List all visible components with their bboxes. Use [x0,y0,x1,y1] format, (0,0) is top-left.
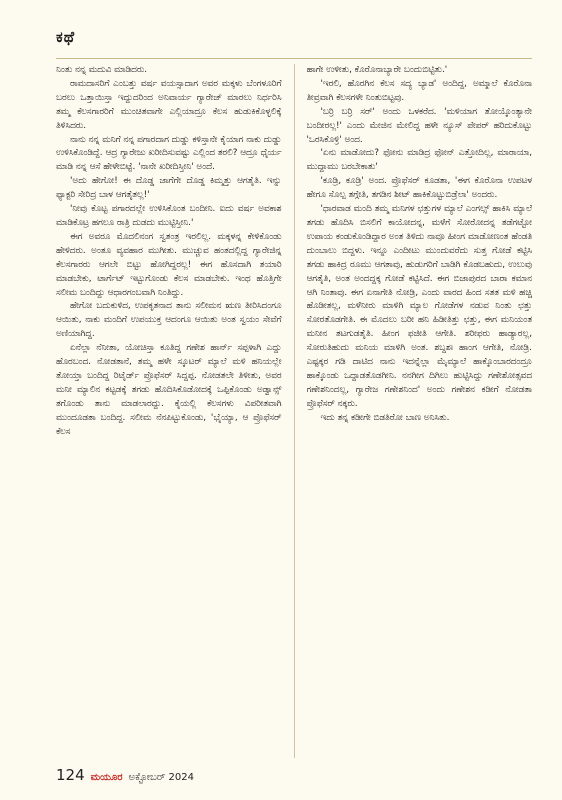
column-divider [294,64,295,758]
paragraph: 'ನೀವು ಕೊಟ್ಟ ಪಗಾರದಲ್ಲೇ ಉಳಿಸಿಕೊಂತ ಬಂದೀನಿ. ಐದು ವರ್ಷ ಅವಕಾಶ ಮಾಡಿಕೊಟ್ರ ಹಗಲೂ ರಾತ್ರಿ ದುಡದು ಮುಟ್ಟಿಸ್ತೀನಿ.' [56,204,282,228]
paragraph: 'ಧಾರವಾಡ ಮಂದಿ ತಮ್ಮ ಮನಿಗಳ ಛತ್ತುಗಳ ಮ್ಯಾಲೆ ಎಂಗಲ್ಸ್ ಹಾಕಿಸಿ ಮ್ಯಾಲೆ ತಗಡು ಹೊದಿಸಿ ಬಿಸಲಿಗೆ ಕಾಯೋದನ್ನ, ಮಳೆಗೆ ಸೋರೋದನ್ನ ತಡೆಗಟ್ಟೋ ಉಪಾಯ ಕಂಡುಕೊಂಡಿದ್ದಾರ ಅಂತ ತಿಳಿದು ನಾವೂ ಹೀಂಗ ಮಾಡೋಣಂತ ಹೆಂಡತಿ ದುಂಬಾಲು ಬಿದ್ದಳು. ಇನ್ನೂ ಎಂದೀಟು ಮುಂದುವರೆದು ಸುತ್ತ ಗೋಡೆ ಕಟ್ಟಿಸಿ ತಗಡು ಹಾಕಿದ್ರ ರೂಮು ಆಗತಾವು, ಹುಡುಗರಿಗೆ ಬಾಡಿಗಿ ಕೊಡಬಹುದು, ಉಲುವು ಆಗತೈತಿ, ಅಂತ ಅಂದದ್ದಕ್ಕ ಗೋಡೆ ಕಟ್ಟಿಸಿದೆ. ಈಗ ಬಿಜಾಪುರದ ಬಾರಾ ಕಮಾನ ಆಗಿ ನಿಂತಾವು. ಈಗ ಏನಾಗೇತಿ ನೋಡ್ರಿ, ಎಂದು ವಾರದ ಹಿಂದ ಸತತ ಮಳಿ ಹಚ್ಚಿ ಹೊಡೀತಲ್ಲ, ಮಳೆನೀರು ಮಾಳಿಗಿ ಮ್ಯಾಲ ಗೋಡೆಗಳ ನಡುವ ನಿಂತು ಛತ್ತು ಸೋರತೊಡಗೇತಿ. ಈ ಮೊದಲು ಬರೀ ಹನಿ ಹಿಡೀತಿತ್ತು ಛತ್ತು, ಈಗ ಮನಿಯಂತ ಮನೀನ ತಟಗುಡತೈತಿ. ಹೀಂಗ ಫಜೀತಿ ಆಗೇತಿ. ಶರೀಫರು ಹಾಡ್ಯಾರಲ್ಲ, ಸೋರುತಿಹುದು ಮನಿಯ ಮಾಳಿಗಿ ಅಂತ. ಶಬ್ದಶಃ ಹಾಂಗ ಆಗೇತಿ, ನೋಡ್ರಿ. ಎಷ್ಟಕ್ಕರ ಗಡಿ ದಾಟಿದ ನಾನು ಇದನ್ನೆಲ್ಲಾ ಮೈಮ್ಯಾಲೆ ಹಾಕ್ಕೊಂಬಾರದಂದ್ರೂ ಹಾಕ್ಕೊಂಡು ಒದ್ದಾಡತೊಡಗೀನಿ. ನನಗೀಗ ದಿಗಿಲು ಹುಟ್ಟಿಸಿದ್ದು ಗಣೇಶೋತ್ಸವದ ಗಣೇಶನಿಂದಲ್ಲ, ಗ್ಯಾರೇಜ ಗಣೇಶನಿಂದ' ಅಂದು ಗಣೇಶನ ಕಡೀಗೆ ನೋಡತಾ ಪ್ರೊಫೆಸರ್ ನಕ್ಕರು. [306,204,532,409]
right-column [307,64,533,758]
paragraph: 'ಬರ್ರಿ ಬರ್ರಿ ಸರ್' ಅಂದು ಒಳಕರೆದ. 'ಮಳಿಯಾಗ ತೋಯ್ಕೊಂತ್ಯಾನೇ ಬಂದೀರಲ್ಲ!' ಎಂದು ಮೇಜಿನ ಮೇಲಿದ್ದ ಹಳೇ ನ್ಯೂಸ್ ಪೇಪರ್ ಹರಿದುಕೊಟ್ಟು 'ಒರಸಿಕೊಳ್ರಿ' ಅಂದ. [306,106,532,145]
paragraph: 'ಇರಲಿ, ಹೊರಗಿನ ಕೆಲಸ ಸದ್ಯ ಬ್ಯಾಡ' ಅಂದಿದ್ದ, ಅಮ್ಮಾಲೆ ಕೊರೊನಾ ತೀವ್ರವಾಗಿ ಕೆಲಸಗಳೇ ನಿಂತುಬಿಟ್ಟವು. [306,78,532,103]
paragraph: ಹಾಗೇ ಉಳೀತು, ಕೊರೊನಾಬ್ಯಾರೇ ಬಂದುಬಿಟ್ಟಿತು.' [306,65,448,75]
page-header [56,28,532,59]
paragraph: 'ಅದು ಹೇಗೋ! ಈ ದೊಡ್ಡ ಜಾಗೆಗೇ ದೊಡ್ಡ ಕಿಮ್ಮತ್ತು ಆಗತೈತಿ. ಇನ್ನು ಫ್ಯಾಕ್ಟರಿ ಸೇರಿದ್ರ ಬಾಳ ಆಗತೈತಲ್ಲ!' [56,176,282,201]
paragraph: ಏನೆಲ್ಲಾ ನೆನೀತಾ, ಯೋಚಿಸ್ತಾ ಕೂತಿದ್ದ ಗಣೇಶ ಹಾರ್ನ್ ಸಪ್ಪಳಾಗಿ ಎದ್ದು ಹೊರಬಂದ. ನೋಡತಾನೆ, ತಮ್ಮ ಹಳೇ ಸ್ಕೂಟರ್ ಮ್ಯಾಲೆ ಮಳಿ ಹನಿಯಲ್ಲೇ ತೋಯ್ತಾ ಬಂದಿದ್ದ ರಿಟೈರ್ಡ್ ಪ್ರೊಫೆಸರ್ ಸಿದ್ದಪ್ಪ. ನೋಡತಲೇ ತಿಳೀತು, ಅವರ ಮನೀ ಮ್ಯಾಲಿನ ಕಟ್ಟಡಕ್ಕೆ ತಗಡು ಹೊದಿಸಿಕೊಡೋದಕ್ಕೆ ಒಪ್ಪಿಕೊಂಡು ಅಡ್ವಾನ್ಸ್ ತಗೊಂಡು ತಾನು ಮಾಡಲಾರದ್ದು. ಕೈಯಲ್ಲಿ ಕೆಲಸಗಳು ವಿಪರೀತವಾಗಿ ಮುಂದೂಡತಾ ಬಂದಿದ್ದ. ಸಲೀಮ ನೆನಪಿಟ್ಟುಕೊಂಡು, 'ಭೈಯ್ಯಾ, ಆ ಪ್ರೊಫೆಸರ್ ಕೆಲಸ [56,343,282,437]
page-footer [56,766,532,786]
paragraph: ಈಗ ಅವರೂ ಮೊದಲಿನಂಗ ಸ್ವತಂತ್ರ ಇರಲಿಲ್ಲ. ಮಕ್ಕಳನ್ನ ಕೇಳಿಕೊಂಡು ಹೇಳಿದರು. ಅಂತೂ ವ್ಯವಹಾರ ಮುಗೀತು. ಮುಚ್ಚುವ ಹಂತದಲ್ಲಿದ್ದ ಗ್ಯಾರೇಜಿನ್ನ ಕೆಲಸಗಾರರು ಆಗಲೇ ಬಿಟ್ಟು ಹೋಗಿದ್ದರಲ್ಲ! ಈಗ ಹೊಸದಾಗಿ ತಯಾರಿ ಮಾಡಬೇಕು, ಟಾರ್ಗೆಟ್ ಇಟ್ಟುಗೊಂಡು ಕೆಲಸ ಮಾಡಬೇಕು. ಇಂಥ ಹೊತ್ತಿಗೇ ಸಲೀಮ ಬಂದಿದ್ದು ಆಧಾರಗಂಬವಾಗಿ ನಿಂತಿದ್ದು. [56,231,282,298]
section-label: ಕಥೆ [56,28,76,46]
paragraph: ನಿಂತು ನನ್ನ ಮದುವಿ ಮಾಡಿದರು. [56,65,148,75]
magazine-name: ಮಯೂರ [90,772,123,783]
paragraph: ನಾನು ನನ್ನ ಮನಿಗೆ ನನ್ನ ಪಗಾರದಾಗ ದುಡ್ಡು ಕಳಿಸ್ತಾನೇ ಕೈಯಾಗ ನಾಕು ದುಡ್ಡು ಉಳಿಸಿಕೊಂಡಿದ್ದೆ. ಆದ್ರ ಗ್ಯಾರೇಜು ಖರೀದಿಸುವಷ್ಟು ಎಲ್ಲಿಂದ ತರಲಿ? ಆದ್ರೂ ಧೈರ್ಯ ಮಾಡಿ ನನ್ನ ಆಸೆ ಹೇಳೇಬಿಟ್ಟೆ. 'ನಾನೇ ಖರೀದಿಸ್ತೀನಿ' ಅಂದೆ. [56,134,282,173]
paragraph: ಇದು ತನ್ನ ಕಡೀಗೇ ಬಿಡತಿರೋ ಬಾಣ ಅನಿಸಿತು. [320,412,450,423]
issue-date: ಅಕ್ಟೋಬರ್ 2024 [128,772,194,783]
paragraph: ರಾಮದಾಸರಿಗೆ ಎಂಬತ್ತು ವರ್ಷ ವಯಸ್ಸಾದಾಗ ಅವರ ಮಕ್ಕಳು ಬೆಂಗಳೂರಿಗೆ ಬರಲು ಒತ್ತಾಯಿಸ್ತಾ ಇದ್ದುದರಿಂದ ಅನಿವಾರ್ಯ ಗ್ಯಾರೇಜ್ ಮಾರಲು ನಿರ್ಧರಿಸಿ ತಮ್ಮ ಕೆಲಸಗಾರರಿಗೆ ಮುಂಚಿತವಾಗೇ ಎಲ್ಲಿಯಾದ್ರೂ ಕೆಲಸ ಹುಡುಕಿಕೊಳ್ಳಲಿಕ್ಕೆ ತಿಳಿಸಿದರು. [56,78,282,131]
left-column [56,64,282,758]
page-number: 124 [56,766,85,784]
article-body [56,64,532,758]
paragraph: ಹೇಗೋ ಬದುಕುಳಿದ, ಉಪಕೃತನಾದ ತಾನು ಸಲೀಮನ ಋಣ ತೀರಿಸಿದಂಗೂ ಆಯಿತು, ನಾಕು ಮಂದಿಗೆ ಉಪಯುಕ್ತ ಆದಂಗೂ ಆಯಿತು ಅಂತ ಸ್ವಯಂ ಸೇವೆಗೆ ಅಣಿಯಾಗಿದ್ದ. [56,301,282,340]
paragraph: 'ಕೂಡ್ರಿ, ಕೂಡ್ರಿ' ಅಂದ. ಪ್ರೊಫೆಸರ್ ಕೂಡತಾ, 'ಈಗ ಕೊರೊನಾ ಉಪಟಳ ಹೇಗೂ ಸೊಲ್ಪ ತಗ್ಗೇತಿ, ತಗಡಿನ ಶೀಟ್ ಹಾಕಿಕೊಟ್ಟುಬಿಡ್ರೆಲಾ' ಅಂದರು. [306,176,532,201]
paragraph: 'ಏನು ಮಾಡೋದು? ಫೋನು ಮಾಡಿದ್ರ ಫೋನ್ ಎತ್ತೋದಿಲ್ಲ, ಮಾರಾಯಾ, ಮುದ್ದಾಮು ಬರಬೇಕಾತು' [306,148,532,173]
